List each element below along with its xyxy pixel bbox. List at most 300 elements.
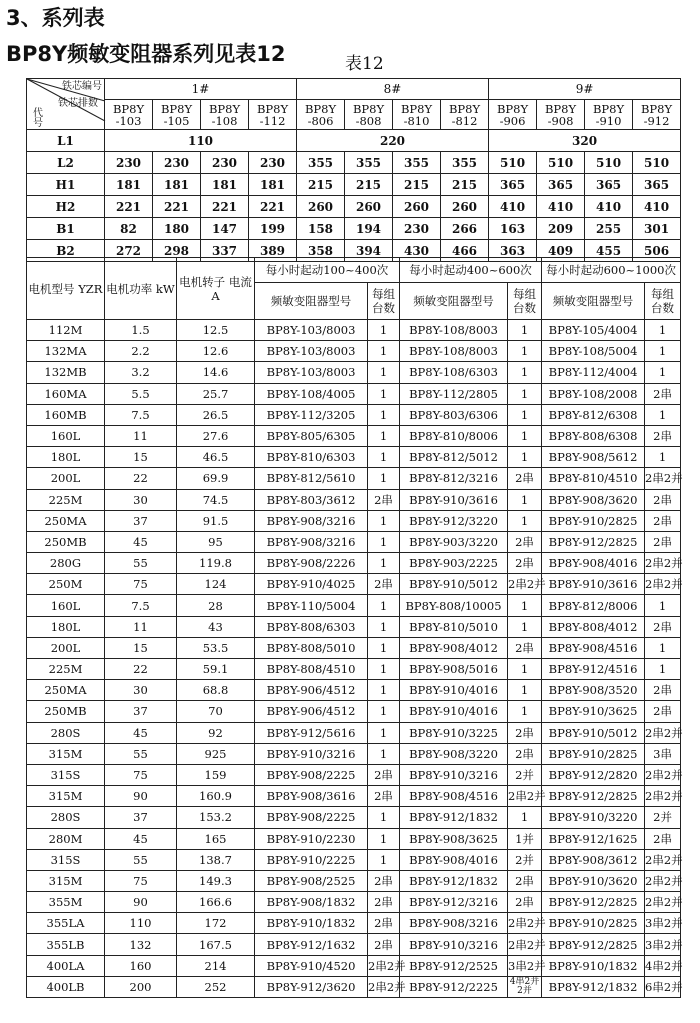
rotor-current-cell: 91.5 xyxy=(177,510,255,531)
cell-value: 510 xyxy=(633,152,681,174)
motor-power-cell: 22 xyxy=(105,468,177,489)
table-row xyxy=(27,553,681,574)
sets-400-600-cell: 2串 xyxy=(508,553,542,574)
cell-value: 355 xyxy=(297,152,345,174)
motor-model-cell: 132MA xyxy=(27,341,105,362)
model-100-400-cell: BP8Y-908/3216 xyxy=(255,510,368,531)
row-code: L2 xyxy=(27,152,105,174)
cell-value: 260 xyxy=(441,196,489,218)
model-header-cell: BP8Y -112 xyxy=(249,100,297,130)
model-400-600-cell: BP8Y-903/2225 xyxy=(400,553,508,574)
table-caption: 表12 xyxy=(345,54,384,74)
model-400-600-cell: BP8Y-912/1832 xyxy=(400,870,508,891)
model-100-400-cell: BP8Y-908/3216 xyxy=(255,531,368,552)
motor-model-cell: 250MA xyxy=(27,680,105,701)
sub-sets-header: 每组 台数 xyxy=(508,283,542,320)
motor-model-cell: 315M xyxy=(27,786,105,807)
motor-model-cell: 355LB xyxy=(27,934,105,955)
sets-100-400-cell: 1 xyxy=(368,553,400,574)
cell-value: 221 xyxy=(249,196,297,218)
rotor-current-cell: 159 xyxy=(177,764,255,785)
sets-400-600-cell: 2串 xyxy=(508,743,542,764)
model-100-400-cell: BP8Y-108/4005 xyxy=(255,383,368,404)
cell-value: 215 xyxy=(393,174,441,196)
model-600-1000-cell: BP8Y-910/5012 xyxy=(542,722,645,743)
model-header-cell: BP8Y -808 xyxy=(345,100,393,130)
cell-value: 510 xyxy=(585,152,633,174)
sets-600-1000-cell: 2串 xyxy=(645,701,681,722)
cell-value: 221 xyxy=(201,196,249,218)
motor-model-cell: 315S xyxy=(27,764,105,785)
motor-model-cell: 225M xyxy=(27,659,105,680)
motor-model-cell: 180L xyxy=(27,616,105,637)
sets-100-400-cell: 2串2并 xyxy=(368,955,400,976)
cell-value: 181 xyxy=(153,174,201,196)
sets-600-1000-cell: 1 xyxy=(645,659,681,680)
motor-power-cell: 2.2 xyxy=(105,341,177,362)
model-400-600-cell: BP8Y-108/8003 xyxy=(400,341,508,362)
sets-100-400-cell: 1 xyxy=(368,701,400,722)
motor-model-cell: 315M xyxy=(27,743,105,764)
sets-400-600-cell: 1 xyxy=(508,489,542,510)
sets-100-400-cell: 2串 xyxy=(368,870,400,891)
rotor-current-cell: 69.9 xyxy=(177,468,255,489)
motor-selection-table xyxy=(26,257,681,998)
model-100-400-cell: BP8Y-910/2230 xyxy=(255,828,368,849)
table-row xyxy=(27,743,681,764)
rotor-current-cell: 14.6 xyxy=(177,362,255,383)
motor-power-cell: 37 xyxy=(105,807,177,828)
row-code: B2 xyxy=(27,240,105,262)
motor-model-cell: 160L xyxy=(27,425,105,446)
cell-value: 215 xyxy=(297,174,345,196)
group-header-9: 9# xyxy=(489,79,681,100)
motor-power-cell: 1.5 xyxy=(105,320,177,341)
cell-value: 230 xyxy=(249,152,297,174)
model-100-400-cell: BP8Y-906/4512 xyxy=(255,680,368,701)
sets-100-400-cell: 1 xyxy=(368,425,400,446)
table-row xyxy=(27,786,681,807)
table-row xyxy=(27,913,681,934)
model-100-400-cell: BP8Y-912/3620 xyxy=(255,976,368,997)
model-400-600-cell: BP8Y-912/2225 xyxy=(400,976,508,997)
sets-100-400-cell: 2串 xyxy=(368,764,400,785)
table-row xyxy=(27,341,681,362)
motor-model-header: 电机型号 YZR xyxy=(27,258,105,320)
model-100-400-cell: BP8Y-908/2225 xyxy=(255,807,368,828)
model-600-1000-cell: BP8Y-812/8006 xyxy=(542,595,645,616)
motor-power-cell: 37 xyxy=(105,510,177,531)
model-600-1000-cell: BP8Y-908/3520 xyxy=(542,680,645,701)
cell-value: 410 xyxy=(585,196,633,218)
motor-model-cell: 400LA xyxy=(27,955,105,976)
model-600-1000-cell: BP8Y-105/4004 xyxy=(542,320,645,341)
cell-value: 163 xyxy=(489,218,537,240)
table-header-row xyxy=(27,79,681,100)
motor-model-cell: 315S xyxy=(27,849,105,870)
cell-value: 409 xyxy=(537,240,585,262)
table-row xyxy=(27,828,681,849)
motor-model-cell: 132MB xyxy=(27,362,105,383)
sets-100-400-cell: 1 xyxy=(368,722,400,743)
sets-100-400-cell: 1 xyxy=(368,468,400,489)
sets-400-600-cell: 2并 xyxy=(508,764,542,785)
motor-power-cell: 75 xyxy=(105,764,177,785)
rotor-current-cell: 252 xyxy=(177,976,255,997)
sets-100-400-cell: 1 xyxy=(368,510,400,531)
model-600-1000-cell: BP8Y-812/6308 xyxy=(542,404,645,425)
cell-value: 358 xyxy=(297,240,345,262)
sets-100-400-cell: 1 xyxy=(368,383,400,404)
table-row xyxy=(27,531,681,552)
motor-model-cell: 112M xyxy=(27,320,105,341)
cell-value: 215 xyxy=(345,174,393,196)
model-600-1000-cell: BP8Y-908/3620 xyxy=(542,489,645,510)
motor-model-cell: 280G xyxy=(27,553,105,574)
rotor-current-cell: 26.5 xyxy=(177,404,255,425)
cell-value: 230 xyxy=(153,152,201,174)
table-header-row xyxy=(27,258,681,283)
model-600-1000-cell: BP8Y-108/5004 xyxy=(542,341,645,362)
rotor-current-cell: 138.7 xyxy=(177,849,255,870)
rotor-current-cell: 70 xyxy=(177,701,255,722)
sets-100-400-cell: 2串 xyxy=(368,934,400,955)
model-600-1000-cell: BP8Y-908/3612 xyxy=(542,849,645,870)
motor-power-header: 电机功率 kW xyxy=(105,258,177,320)
model-600-1000-cell: BP8Y-912/2825 xyxy=(542,786,645,807)
sets-600-1000-cell: 1 xyxy=(645,341,681,362)
cell-value: 181 xyxy=(105,174,153,196)
rotor-current-cell: 160.9 xyxy=(177,786,255,807)
section-title: 3、系列表 xyxy=(6,6,105,30)
motor-model-cell: 250MA xyxy=(27,510,105,531)
cell-value: 365 xyxy=(537,174,585,196)
model-600-1000-cell: BP8Y-910/3616 xyxy=(542,574,645,595)
motor-model-cell: 280S xyxy=(27,807,105,828)
sets-100-400-cell: 2串 xyxy=(368,913,400,934)
sub-sets-header: 每组 台数 xyxy=(645,283,681,320)
group-header-1: 1# xyxy=(105,79,297,100)
motor-power-cell: 90 xyxy=(105,786,177,807)
model-400-600-cell: BP8Y-908/4516 xyxy=(400,786,508,807)
sets-600-1000-cell: 2串2并 xyxy=(645,849,681,870)
model-600-1000-cell: BP8Y-912/1832 xyxy=(542,976,645,997)
motor-power-cell: 3.2 xyxy=(105,362,177,383)
sets-400-600-cell: 2串 xyxy=(508,637,542,658)
table-row xyxy=(27,870,681,891)
rotor-current-cell: 12.6 xyxy=(177,341,255,362)
sets-400-600-cell: 1 xyxy=(508,425,542,446)
model-100-400-cell: BP8Y-103/8003 xyxy=(255,320,368,341)
rotor-current-cell: 43 xyxy=(177,616,255,637)
sets-100-400-cell: 1 xyxy=(368,807,400,828)
table-row xyxy=(27,595,681,616)
model-600-1000-cell: BP8Y-808/4012 xyxy=(542,616,645,637)
motor-power-cell: 5.5 xyxy=(105,383,177,404)
table-body xyxy=(27,320,681,998)
cell-value: 410 xyxy=(633,196,681,218)
model-600-1000-cell: BP8Y-910/2825 xyxy=(542,913,645,934)
rotor-current-cell: 95 xyxy=(177,531,255,552)
table-row xyxy=(27,362,681,383)
motor-model-cell: 355LA xyxy=(27,913,105,934)
model-400-600-cell: BP8Y-912/3220 xyxy=(400,510,508,531)
row-code: H2 xyxy=(27,196,105,218)
sets-400-600-cell: 1 xyxy=(508,447,542,468)
cell-value: 82 xyxy=(105,218,153,240)
sets-400-600-cell: 2串2并 xyxy=(508,786,542,807)
sets-600-1000-cell: 2串 xyxy=(645,510,681,531)
rotor-current-cell: 53.5 xyxy=(177,637,255,658)
table-row xyxy=(27,722,681,743)
rotor-current-cell: 166.6 xyxy=(177,892,255,913)
sets-600-1000-cell: 2串2并 xyxy=(645,468,681,489)
corner-label-core-rows: 铁芯排数 xyxy=(58,98,98,109)
cell-value: 199 xyxy=(249,218,297,240)
cell-value: 230 xyxy=(201,152,249,174)
model-row xyxy=(27,100,681,130)
model-100-400-cell: BP8Y-910/4520 xyxy=(255,955,368,976)
table-row xyxy=(27,196,681,218)
motor-power-cell: 45 xyxy=(105,531,177,552)
cell-value: 147 xyxy=(201,218,249,240)
model-100-400-cell: BP8Y-112/3205 xyxy=(255,404,368,425)
motor-model-cell: 280S xyxy=(27,722,105,743)
cell-value: 410 xyxy=(537,196,585,218)
cell-value: 394 xyxy=(345,240,393,262)
model-100-400-cell: BP8Y-908/2525 xyxy=(255,870,368,891)
model-header-cell: BP8Y -908 xyxy=(537,100,585,130)
sets-400-600-cell: 1 xyxy=(508,807,542,828)
sets-600-1000-cell: 2串2并 xyxy=(645,786,681,807)
cell-value: 363 xyxy=(489,240,537,262)
sets-100-400-cell: 2串 xyxy=(368,892,400,913)
model-600-1000-cell: BP8Y-912/4516 xyxy=(542,659,645,680)
model-400-600-cell: BP8Y-812/5012 xyxy=(400,447,508,468)
model-header-cell: BP8Y -103 xyxy=(105,100,153,130)
sets-400-600-cell: 1 xyxy=(508,383,542,404)
motor-power-cell: 11 xyxy=(105,616,177,637)
cell-value: 466 xyxy=(441,240,489,262)
table-row xyxy=(27,218,681,240)
model-600-1000-cell: BP8Y-912/2825 xyxy=(542,531,645,552)
table-row xyxy=(27,404,681,425)
sets-100-400-cell: 1 xyxy=(368,341,400,362)
rotor-current-cell: 149.3 xyxy=(177,870,255,891)
sets-100-400-cell: 1 xyxy=(368,616,400,637)
sets-100-400-cell: 1 xyxy=(368,531,400,552)
cell-value: 355 xyxy=(393,152,441,174)
model-400-600-cell: BP8Y-912/1832 xyxy=(400,807,508,828)
model-400-600-cell: BP8Y-910/4016 xyxy=(400,701,508,722)
model-400-600-cell: BP8Y-908/4012 xyxy=(400,637,508,658)
rotor-current-cell: 92 xyxy=(177,722,255,743)
model-100-400-cell: BP8Y-103/8003 xyxy=(255,341,368,362)
cell-value: 430 xyxy=(393,240,441,262)
motor-model-cell: 160L xyxy=(27,595,105,616)
cell-value: 355 xyxy=(441,152,489,174)
model-100-400-cell: BP8Y-810/6303 xyxy=(255,447,368,468)
table-row xyxy=(27,680,681,701)
sets-100-400-cell: 1 xyxy=(368,743,400,764)
model-600-1000-cell: BP8Y-912/2825 xyxy=(542,892,645,913)
table-row xyxy=(27,152,681,174)
model-100-400-cell: BP8Y-908/2226 xyxy=(255,553,368,574)
cell-value: 506 xyxy=(633,240,681,262)
sets-100-400-cell: 1 xyxy=(368,320,400,341)
model-100-400-cell: BP8Y-908/1832 xyxy=(255,892,368,913)
model-600-1000-cell: BP8Y-810/4510 xyxy=(542,468,645,489)
model-100-400-cell: BP8Y-910/1832 xyxy=(255,913,368,934)
sets-600-1000-cell: 2串2并 xyxy=(645,870,681,891)
model-400-600-cell: BP8Y-112/2805 xyxy=(400,383,508,404)
group-header-400-600: 每小时起动400~600次 xyxy=(400,258,542,283)
model-400-600-cell: BP8Y-910/3216 xyxy=(400,764,508,785)
rotor-current-cell: 124 xyxy=(177,574,255,595)
model-600-1000-cell: BP8Y-912/2820 xyxy=(542,764,645,785)
group-header-8: 8# xyxy=(297,79,489,100)
rotor-current-cell: 119.8 xyxy=(177,553,255,574)
model-header-cell: BP8Y -810 xyxy=(393,100,441,130)
motor-power-cell: 11 xyxy=(105,425,177,446)
sets-100-400-cell: 2串2并 xyxy=(368,976,400,997)
motor-model-cell: 200L xyxy=(27,468,105,489)
sets-600-1000-cell: 2串 xyxy=(645,531,681,552)
model-100-400-cell: BP8Y-805/6305 xyxy=(255,425,368,446)
cell-value: 320 xyxy=(489,130,681,152)
sets-100-400-cell: 1 xyxy=(368,849,400,870)
sets-100-400-cell: 1 xyxy=(368,362,400,383)
cell-value: 180 xyxy=(153,218,201,240)
rotor-current-cell: 74.5 xyxy=(177,489,255,510)
cell-value: 260 xyxy=(393,196,441,218)
motor-model-cell: 250MB xyxy=(27,531,105,552)
table-row xyxy=(27,955,681,976)
rotor-current-cell: 165 xyxy=(177,828,255,849)
sets-400-600-cell: 1 xyxy=(508,701,542,722)
cell-value: 337 xyxy=(201,240,249,262)
model-100-400-cell: BP8Y-912/5616 xyxy=(255,722,368,743)
cell-value: 365 xyxy=(489,174,537,196)
sets-600-1000-cell: 1 xyxy=(645,595,681,616)
motor-model-cell: 225M xyxy=(27,489,105,510)
model-400-600-cell: BP8Y-108/8003 xyxy=(400,320,508,341)
table-row xyxy=(27,447,681,468)
sets-600-1000-cell: 2串2并 xyxy=(645,892,681,913)
sets-600-1000-cell: 2串 xyxy=(645,489,681,510)
table-row xyxy=(27,510,681,531)
cell-value: 365 xyxy=(585,174,633,196)
sets-400-600-cell: 1 xyxy=(508,362,542,383)
sets-600-1000-cell: 3串2并 xyxy=(645,913,681,934)
model-400-600-cell: BP8Y-812/3216 xyxy=(400,468,508,489)
model-400-600-cell: BP8Y-808/10005 xyxy=(400,595,508,616)
model-600-1000-cell: BP8Y-910/3625 xyxy=(542,701,645,722)
model-400-600-cell: BP8Y-908/4016 xyxy=(400,849,508,870)
motor-model-cell: 200L xyxy=(27,637,105,658)
model-600-1000-cell: BP8Y-912/1625 xyxy=(542,828,645,849)
table-row xyxy=(27,616,681,637)
model-header-cell: BP8Y -812 xyxy=(441,100,489,130)
sets-600-1000-cell: 2串2并 xyxy=(645,722,681,743)
sets-400-600-cell: 1并 xyxy=(508,828,542,849)
motor-power-cell: 200 xyxy=(105,976,177,997)
table-row xyxy=(27,701,681,722)
sets-600-1000-cell: 1 xyxy=(645,404,681,425)
model-400-600-cell: BP8Y-908/5016 xyxy=(400,659,508,680)
sets-400-600-cell: 1 xyxy=(508,659,542,680)
sets-600-1000-cell: 3串 xyxy=(645,743,681,764)
sets-600-1000-cell: 2串 xyxy=(645,425,681,446)
cell-value: 298 xyxy=(153,240,201,262)
model-100-400-cell: BP8Y-910/3216 xyxy=(255,743,368,764)
sets-100-400-cell: 1 xyxy=(368,404,400,425)
corner-label-core-number: 铁芯编号 xyxy=(62,81,102,92)
cell-value: 510 xyxy=(489,152,537,174)
group-header-100-400: 每小时起动100~400次 xyxy=(255,258,400,283)
sets-100-400-cell: 1 xyxy=(368,637,400,658)
cell-value: 194 xyxy=(345,218,393,240)
sub-model-header: 频敏变阻器型号 xyxy=(255,283,368,320)
row-code: B1 xyxy=(27,218,105,240)
motor-model-cell: 280M xyxy=(27,828,105,849)
cell-value: 260 xyxy=(297,196,345,218)
sub-sets-header: 每组 台数 xyxy=(368,283,400,320)
sets-600-1000-cell: 2串 xyxy=(645,828,681,849)
motor-power-cell: 30 xyxy=(105,680,177,701)
table-row xyxy=(27,637,681,658)
motor-power-cell: 110 xyxy=(105,913,177,934)
core-dimension-table xyxy=(26,78,681,262)
sets-600-1000-cell: 1 xyxy=(645,320,681,341)
model-600-1000-cell: BP8Y-908/4016 xyxy=(542,553,645,574)
table-row xyxy=(27,849,681,870)
motor-power-cell: 15 xyxy=(105,447,177,468)
rotor-current-cell: 68.8 xyxy=(177,680,255,701)
motor-model-cell: 315M xyxy=(27,870,105,891)
rotor-current-cell: 172 xyxy=(177,913,255,934)
model-100-400-cell: BP8Y-808/6303 xyxy=(255,616,368,637)
motor-power-cell: 22 xyxy=(105,659,177,680)
sets-400-600-cell: 3串2并 xyxy=(508,955,542,976)
rotor-current-cell: 59.1 xyxy=(177,659,255,680)
motor-power-cell: 7.5 xyxy=(105,404,177,425)
table-row xyxy=(27,130,681,152)
sets-600-1000-cell: 4串2并 xyxy=(645,955,681,976)
motor-power-cell: 55 xyxy=(105,553,177,574)
sets-600-1000-cell: 1 xyxy=(645,637,681,658)
model-100-400-cell: BP8Y-908/2225 xyxy=(255,764,368,785)
model-400-600-cell: BP8Y-908/3216 xyxy=(400,913,508,934)
table-row xyxy=(27,174,681,196)
motor-power-cell: 132 xyxy=(105,934,177,955)
model-100-400-cell: BP8Y-910/4025 xyxy=(255,574,368,595)
model-100-400-cell: BP8Y-812/5610 xyxy=(255,468,368,489)
table-row xyxy=(27,892,681,913)
cell-value: 181 xyxy=(201,174,249,196)
table-row xyxy=(27,807,681,828)
cell-value: 455 xyxy=(585,240,633,262)
model-100-400-cell: BP8Y-910/2225 xyxy=(255,849,368,870)
motor-model-cell: 250MB xyxy=(27,701,105,722)
row-code: H1 xyxy=(27,174,105,196)
sets-100-400-cell: 1 xyxy=(368,659,400,680)
row-code: L1 xyxy=(27,130,105,152)
model-400-600-cell: BP8Y-908/3220 xyxy=(400,743,508,764)
sets-600-1000-cell: 2串 xyxy=(645,680,681,701)
motor-power-cell: 55 xyxy=(105,849,177,870)
motor-power-cell: 55 xyxy=(105,743,177,764)
